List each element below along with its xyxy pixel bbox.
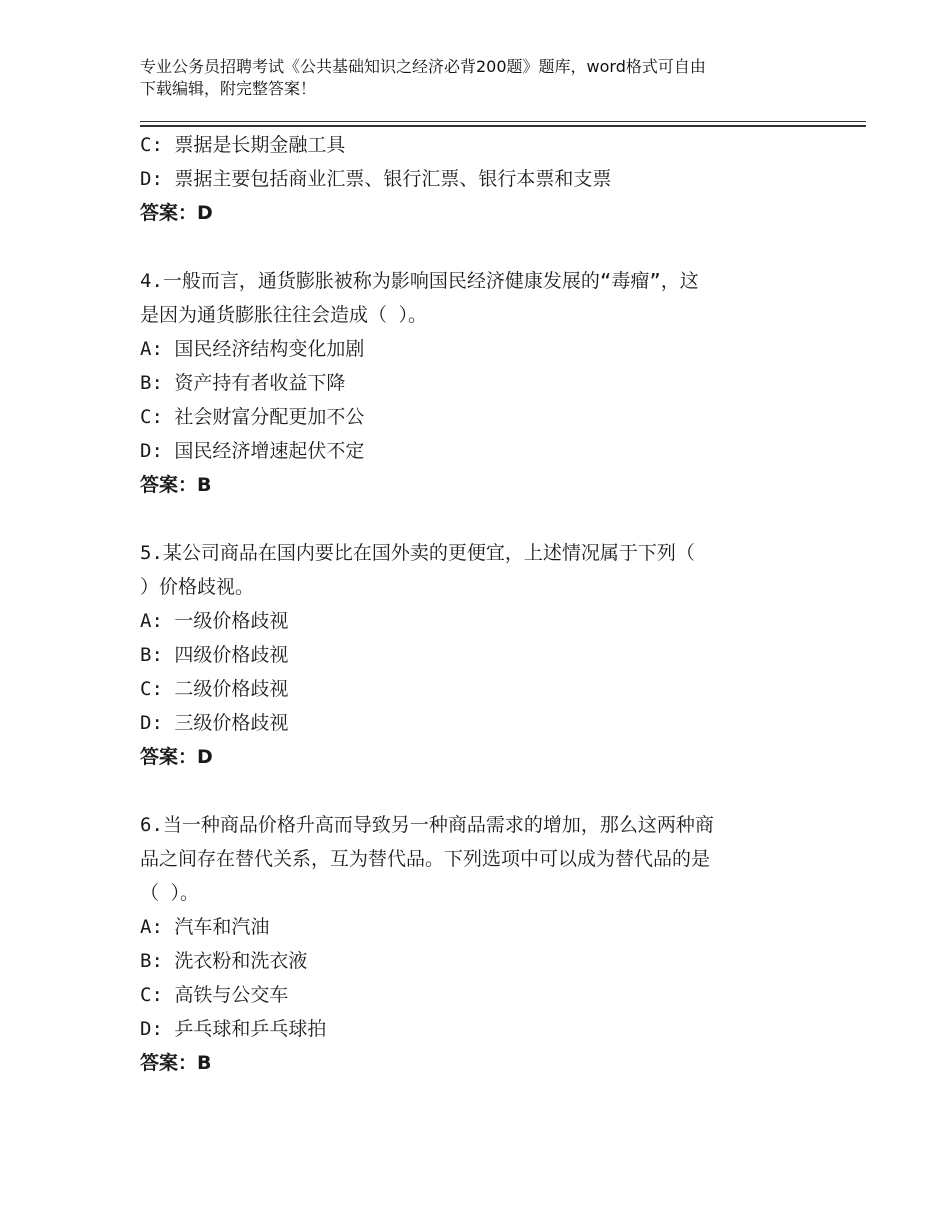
option-item: B: 洗衣粉和洗衣液 bbox=[140, 950, 308, 972]
question-carryover bbox=[140, 128, 820, 230]
option-item: C: 高铁与公交车 bbox=[140, 984, 289, 1006]
option-item: D: 三级价格歧视 bbox=[140, 712, 289, 734]
option-item: C: 二级价格歧视 bbox=[140, 678, 289, 700]
option-item: D: 乒乓球和乒乓球拍 bbox=[140, 1018, 327, 1040]
answer-line: 答案：B bbox=[140, 474, 212, 496]
option-item: A: 一级价格歧视 bbox=[140, 610, 289, 632]
question-stem: 品之间存在替代关系，互为替代品。下列选项中可以成为替代品的是 bbox=[140, 848, 711, 870]
header-line: 下载编辑，附完整答案！ bbox=[140, 79, 317, 98]
page-header bbox=[140, 56, 830, 100]
question-block bbox=[140, 264, 820, 502]
option-item: C: 社会财富分配更加不公 bbox=[140, 406, 365, 428]
option-item: B: 资产持有者收益下降 bbox=[140, 372, 346, 394]
option-item: D: 国民经济增速起伏不定 bbox=[140, 440, 365, 462]
header-divider bbox=[140, 125, 866, 127]
question-stem: 是因为通货膨胀往往会造成（ ）。 bbox=[140, 304, 427, 326]
document-body bbox=[140, 128, 820, 1080]
option-item: A: 汽车和汽油 bbox=[140, 916, 270, 938]
question-stem: ）价格歧视。 bbox=[140, 576, 255, 598]
answer-line: 答案：D bbox=[140, 202, 213, 224]
question-stem: （ ）。 bbox=[140, 882, 199, 904]
option-item: D: 票据主要包括商业汇票、银行汇票、银行本票和支票 bbox=[140, 168, 612, 190]
option-item: B: 四级价格歧视 bbox=[140, 644, 289, 666]
answer-line: 答案：B bbox=[140, 1052, 212, 1074]
option-item: A: 国民经济结构变化加剧 bbox=[140, 338, 365, 360]
question-block bbox=[140, 808, 820, 1080]
question-stem: 6.当一种商品价格升高而导致另一种商品需求的增加，那么这两种商 bbox=[140, 814, 714, 836]
answer-line: 答案：D bbox=[140, 746, 213, 768]
question-block bbox=[140, 536, 820, 774]
option-item: C: 票据是长期金融工具 bbox=[140, 134, 346, 156]
question-stem: 4.一般而言，通货膨胀被称为影响国民经济健康发展的“毒瘤”，这 bbox=[140, 270, 699, 292]
header-line: 专业公务员招聘考试《公共基础知识之经济必背200题》题库，word格式可自由 bbox=[140, 57, 706, 76]
header-divider bbox=[140, 121, 866, 122]
question-stem: 5.某公司商品在国内要比在国外卖的更便宜，上述情况属于下列（ bbox=[140, 542, 695, 564]
